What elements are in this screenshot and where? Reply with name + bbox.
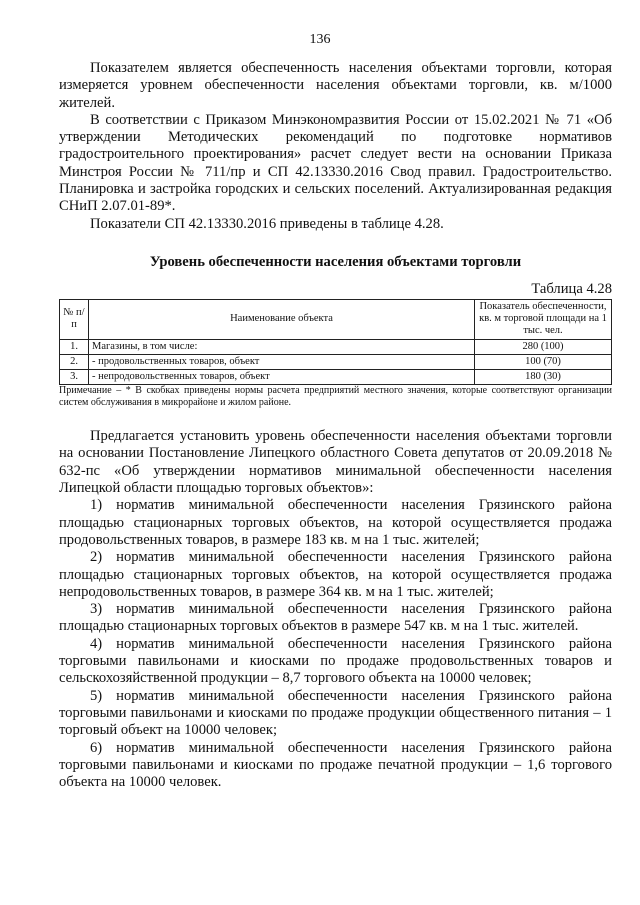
provision-table	[59, 299, 612, 385]
row-value: 180 (30)	[475, 369, 612, 384]
paragraph: Показатели СП 42.13330.2016 приведены в таблице 4.28.	[90, 215, 444, 232]
list-item: 6) норматив минимальной обеспеченности населения Грязинского района торговыми павильонами и киосками по продаже печатной продукции – 1,6 торгового объекта на 10000 человек.	[59, 739, 612, 791]
list-item: 4) норматив минимальной обеспеченности населения Грязинского района торговыми павильонами и киосками по продаже продовольственных товаров и сельскохозяйственной продукции – 8,7 торгового объекта на 10000 человек;	[59, 635, 612, 687]
proposal-section	[59, 428, 612, 791]
table-caption: Таблица 4.28	[531, 280, 612, 297]
paragraph: В соответствии с Приказом Минэкономразвития России от 15.02.2021 № 71 «Об утверждении Методических рекомендаций по подготовке нормативов градостроительного проектирования» расчет следует вести на основании Приказа Минстроя России № 711/пр и СП 42.13330.2016 Свод правил. Градостроительство. Планировка и застройка городских и сельских поселений. Актуализированная редакция СНиП 2.07.01-89*.	[59, 111, 612, 215]
list-item: 2) норматив минимальной обеспеченности населения Грязинского района площадью стационарных торговых объектов, на которой осуществляется продажа непродовольственных товаров, в размере 364 кв. м на 1 тыс. жителей;	[59, 549, 612, 600]
table-row	[60, 354, 612, 369]
list-item: 1) норматив минимальной обеспеченности населения Грязинского района площадью стационарных торговых объектов, на которой осуществляется продажа продовольственных товаров, в размере 183 кв. м на 1 тыс. жителей;	[59, 497, 612, 548]
row-number: 3.	[60, 369, 89, 384]
page-number: 136	[309, 32, 331, 47]
paragraph: Предлагается установить уровень обеспеченности населения объектами торговли на основании Постановление Липецкого областного Совета депутатов от 20.09.2018 № 632-пс «Об утверждении нормативов минимальной обеспеченности населения Липецкой области площадью торговых объектов»:	[59, 428, 612, 497]
table-row	[60, 369, 612, 384]
paragraph: Показателем является обеспеченность населения объектами торговли, которая измеряется уровнем обеспеченности населения объектами торговли, кв. м/1000 жителей.	[59, 60, 612, 111]
row-number: 2.	[60, 354, 89, 369]
row-object-name: - продовольственных товаров, объект	[89, 354, 475, 369]
table-header-row	[60, 299, 612, 339]
row-value: 100 (70)	[475, 354, 612, 369]
list-item: 5) норматив минимальной обеспеченности населения Грязинского района торговыми павильонами и киосками по продаже продукции общественного питания – 1 торговый объект на 10000 человек;	[59, 687, 612, 739]
list-item: 3) норматив минимальной обеспеченности населения Грязинского района площадью стационарных торговых объектов в размере 547 кв. м на 1 тыс. жителей.	[59, 601, 612, 635]
header-number: № п/п	[60, 299, 89, 339]
table-note: Примечание – * В скобках приведены нормы расчета предприятий местного значения, которые соответствуют организации систем обслуживания в микрорайоне и жилом районе.	[59, 385, 612, 408]
table-row	[60, 339, 612, 354]
row-number: 1.	[60, 339, 89, 354]
header-object-name: Наименование объекта	[89, 299, 475, 339]
row-object-name: Магазины, в том числе:	[89, 339, 475, 354]
row-object-name: - непродовольственных товаров, объект	[89, 369, 475, 384]
section-heading: Уровень обеспеченности населения объектами торговли	[149, 253, 522, 270]
row-value: 280 (100)	[475, 339, 612, 354]
header-indicator: Показатель обеспеченности, кв. м торговой площади на 1 тыс. чел.	[475, 299, 612, 339]
document-body	[59, 60, 612, 791]
